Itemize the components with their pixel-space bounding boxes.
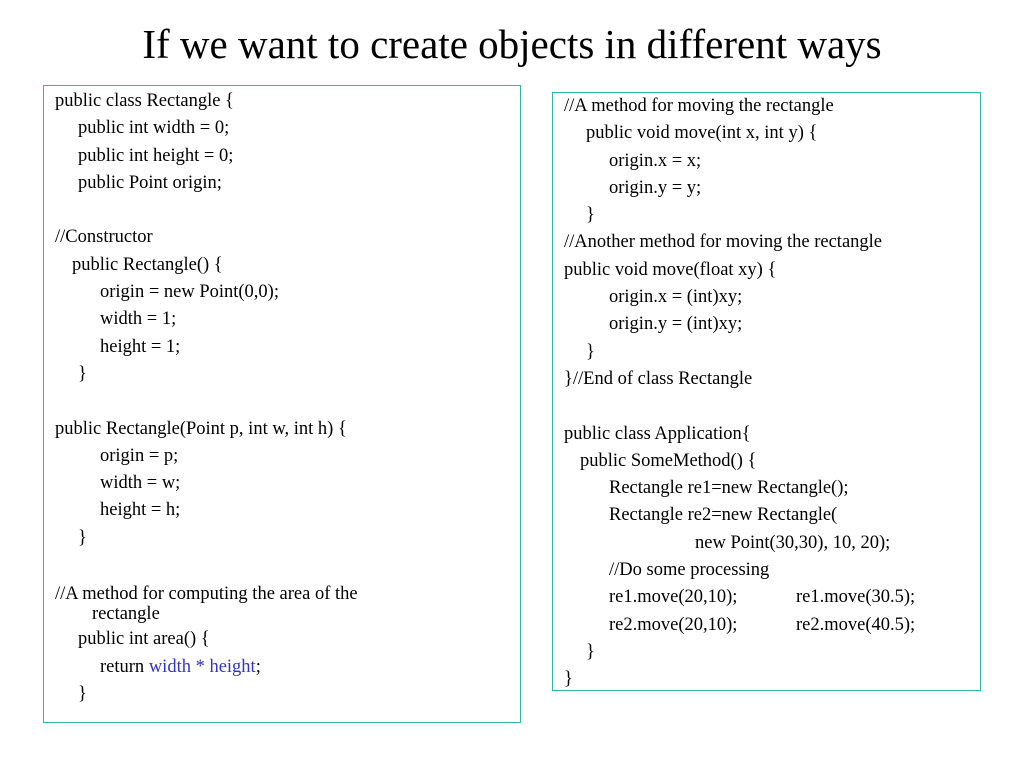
code-line: } [78, 683, 87, 704]
right-code-box [552, 92, 981, 691]
blank-line [44, 197, 520, 224]
code-line: public int height = 0; [78, 145, 234, 166]
code-line: } [586, 341, 595, 362]
code-line: } [78, 363, 87, 384]
code-comment: //Constructor [55, 227, 153, 248]
code-line: origin.y = (int)xy; [609, 314, 743, 335]
code-text: re1.move(20,10); [609, 587, 738, 608]
code-line: origin.x = (int)xy; [609, 287, 743, 308]
code-line-pair [553, 612, 980, 639]
highlighted-expression: width * height [148, 656, 256, 677]
code-comment: //A method for computing the area of the [55, 584, 358, 605]
code-comment-continuation: rectangle [92, 604, 160, 625]
code-line: }//End of class Rectangle [564, 368, 753, 389]
left-code-box [43, 85, 521, 723]
code-line: Rectangle re1=new Rectangle(); [609, 478, 849, 499]
code-line: } [586, 205, 595, 226]
slide-title: If we want to create objects in different ways [142, 21, 882, 67]
code-line: public class Application{ [564, 423, 751, 444]
code-line: new Point(30,30), 10, 20); [695, 532, 891, 553]
code-line: height = h; [100, 500, 181, 521]
code-line: public int width = 0; [78, 118, 230, 139]
code-text: re2.move(40.5); [796, 614, 916, 635]
blank-line [44, 388, 520, 415]
code-comment: //Another method for moving the rectangle [564, 232, 883, 253]
code-text: return [100, 656, 149, 677]
code-line: public SomeMethod() { [580, 450, 757, 471]
code-line: public int area() { [78, 629, 210, 650]
code-line: } [564, 669, 573, 690]
code-line-return [44, 654, 520, 681]
code-line: public void move(float xy) { [564, 259, 777, 280]
code-line: public class Rectangle { [55, 91, 234, 111]
code-line: origin = p; [100, 445, 179, 466]
code-line: height = 1; [100, 336, 181, 357]
code-line: origin = new Point(0,0); [100, 282, 279, 303]
code-line: public Point origin; [78, 172, 222, 193]
code-line: public Rectangle() { [72, 254, 223, 275]
code-text: re1.move(30.5); [796, 587, 916, 608]
code-text: ; [255, 656, 261, 677]
code-comment: //Do some processing [609, 560, 770, 581]
code-line: } [78, 527, 87, 548]
code-line: } [586, 641, 595, 662]
code-text: re2.move(20,10); [609, 614, 738, 635]
blank-line [44, 552, 520, 579]
blank-line [553, 393, 980, 420]
code-line: width = 1; [100, 309, 177, 330]
code-line: public void move(int x, int y) { [586, 123, 818, 144]
code-line: public Rectangle(Point p, int w, int h) { [55, 418, 347, 439]
code-line: width = w; [100, 473, 181, 494]
code-line: origin.y = y; [609, 177, 702, 198]
code-line-pair [553, 584, 980, 611]
code-line: Rectangle re2=new Rectangle( [609, 505, 838, 526]
code-line: origin.x = x; [609, 150, 702, 171]
code-comment: //A method for moving the rectangle [564, 96, 834, 116]
